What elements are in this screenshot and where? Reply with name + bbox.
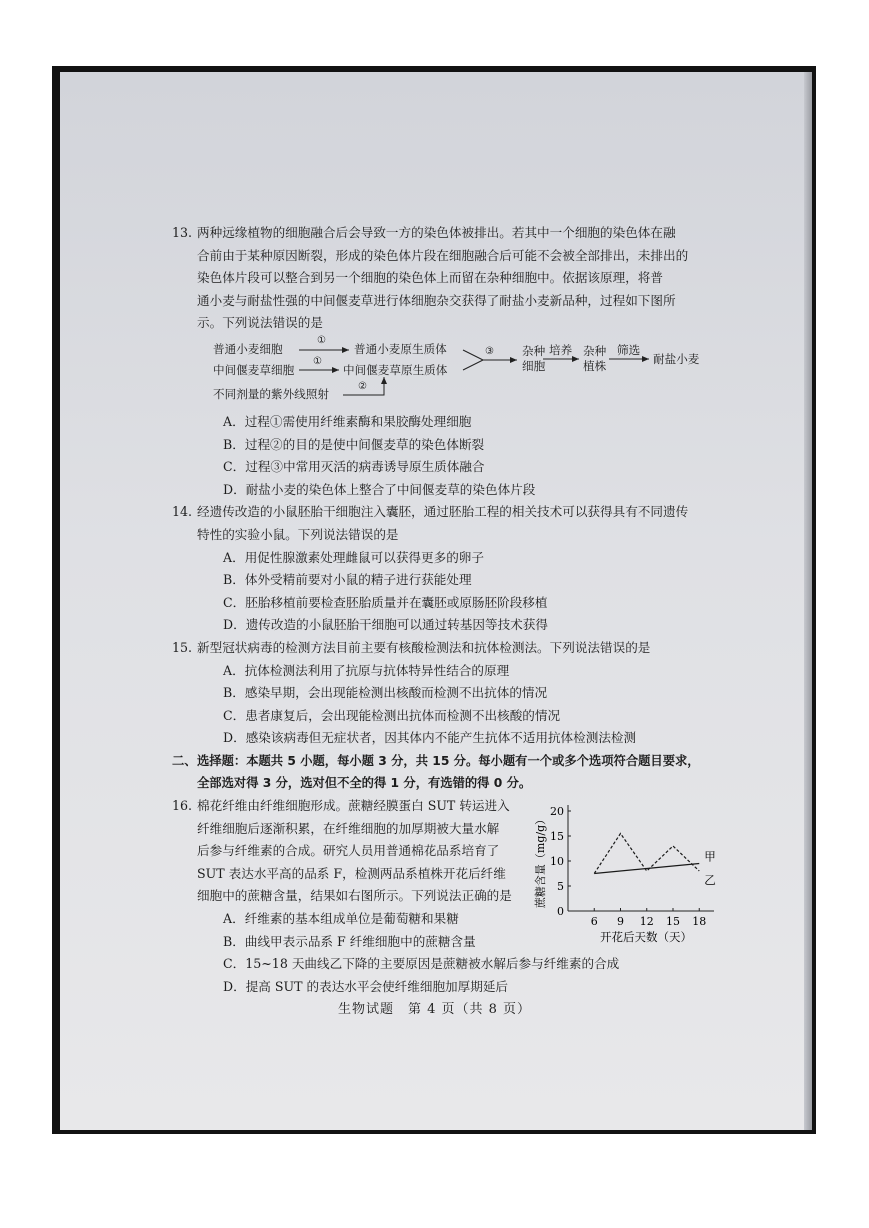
question-stem-line: 示。下列说法错误的是 [197,315,323,331]
option-a: A．纤维素的基本组成单位是葡萄糖和果糖 [223,911,459,927]
question-14 [172,501,720,637]
sucrose-line-chart [532,799,720,945]
series-line-甲 [594,864,699,874]
section-2-header [172,750,720,795]
y-tick-label: 20 [550,805,564,819]
question-stem-line: 合前由于某种原因断裂，形成的染色体片段在细胞融合后可能不会被全部排出，未排出的 [197,247,689,263]
label-hybrid-cell-2: 细胞 [522,358,546,373]
label-uv-irradiation: 不同剂量的紫外线照射 [213,386,329,401]
fusion-flow-diagram [213,334,733,405]
exam-content [172,222,720,998]
question-stem-line: 纤维细胞后逐渐积累，在纤维细胞的加厚期被大量水解 [197,820,500,836]
merge-line-bottom [463,360,483,370]
option-d: D．耐盐小麦的染色体上整合了中间偃麦草的染色体片段 [223,481,536,497]
label-salt-wheat: 耐盐小麦 [653,351,700,366]
question-16-text [197,795,549,953]
option-d: D．感染该病毒但无症状者，因其体内不能产生抗体不适用抗体检测法检测 [223,730,637,746]
label-hybrid-plant-2: 植株 [583,358,607,373]
label-hybrid-plant-1: 杂种 [583,343,607,358]
question-number: 13. [172,225,193,240]
option-c: C．患者康复后，会出现能检测出抗体而检测不出核酸的情况 [223,707,561,723]
question-number: 16. [172,798,193,814]
x-tick-label: 6 [590,915,598,929]
label-culture: 培养 [549,342,573,357]
x-tick-label: 18 [692,915,707,929]
option-d: D．遗传改造的小鼠胚胎干细胞可以通过转基因等技术获得 [223,617,548,633]
x-axis-label: 开花后天数（天） [600,930,692,945]
label-step2: ② [358,380,367,392]
series-label-乙: 乙 [704,873,716,888]
x-tick-label: 9 [617,915,624,929]
option-a: A．过程①需使用纤维素酶和果胶酶处理细胞 [223,413,472,429]
question-stem-line: 棉花纤维由纤维细胞形成。蔗糖经膜蛋白 SUT 转运进入 [197,798,510,814]
question-stem-line: 特性的实验小鼠。下列说法错误的是 [197,526,399,542]
option-a: A．用促性腺激素处理雌鼠可以获得更多的卵子 [223,549,484,565]
question-number: 15. [172,639,193,655]
question-16 [172,795,720,998]
question-13 [172,222,720,501]
option-c: C．胚胎移植前要检查胚胎质量并在囊胚或原肠胚阶段移植 [223,594,548,610]
label-hybrid-cell-1: 杂种 [522,343,546,358]
question-stem-line: 新型冠状病毒的检测方法目前主要有核酸检测法和抗体检测法。下列说法错误的是 [197,639,651,655]
section-instruction-line: 选择题：本题共 5 小题，每小题 3 分，共 15 分。每小题有一个或多个选项符合题目要求， [197,753,700,768]
option-d: D．提高 SUT 的表达水平会使纤维细胞加厚期延后 [223,978,509,994]
x-tick-label: 12 [639,915,654,929]
series-label-甲: 甲 [704,849,716,864]
page-footer: 生物试题 第 4 页（共 8 页） [337,1002,532,1017]
question-stem-line: 通小麦与耐盐性强的中间偃麦草进行体细胞杂交获得了耐盐小麦新品种，过程如下图所 [197,292,676,308]
section-instruction-line: 全部选对得 3 分，选对但不全的得 1 分，有选错的得 0 分。 [197,776,532,791]
question-stem-line: 细胞中的蔗糖含量，结果如右图所示。下列说法正确的是 [197,888,512,904]
question-stem-line: 染色体片段可以整合到另一个细胞的染色体上而留在杂种细胞中。依据该原理，将普 [197,270,663,286]
section-number: 二、 [172,753,197,768]
option-b: B．体外受精前要对小鼠的精子进行获能处理 [223,572,472,588]
question-stem-line: 经遗传改造的小鼠胚胎干细胞注入囊胚，通过胚胎工程的相关技术可以获得具有不同遗传 [197,504,689,520]
x-tick-label: 15 [666,915,680,929]
label-step1-bottom: ① [313,355,322,367]
series-line-乙 [594,834,699,874]
option-b: B．感染早期，会出现能检测出核酸而检测不出抗体的情况 [223,685,548,701]
question-stem-line: 两种远缘植物的细胞融合后会导致一方的染色体被排出。若其中一个细胞的染色体在融 [197,225,676,240]
label-step1-top: ① [317,334,326,346]
y-tick-label: 10 [550,855,564,869]
question-number: 14. [172,504,193,520]
option-b: B．过程②的目的是使中间偃麦草的染色体断裂 [223,436,485,452]
label-grass-protoplast: 中间偃麦草原生质体 [343,362,448,377]
y-axis-label: 蔗糖含量（mg/g） [534,813,547,909]
option-a: A．抗体检测法利用了抗原与抗体特异性结合的原理 [223,662,510,678]
merge-line-top [463,350,483,360]
label-grass-cell: 中间偃麦草细胞 [213,362,295,377]
label-wheat-protoplast: 普通小麦原生质体 [354,341,447,356]
option-b: B．曲线甲表示品系 F 纤维细胞中的蔗糖含量 [223,933,476,949]
question-stem-line: 后参与纤维素的合成。研究人员用普通棉花品系培育了 [197,843,500,859]
option-c: C．过程③中常用灭活的病毒诱导原生质体融合 [223,459,485,475]
label-step3: ③ [485,345,494,357]
label-wheat-cell: 普通小麦细胞 [213,341,283,356]
y-tick-label: 0 [557,905,564,919]
y-tick-label: 5 [557,880,564,894]
option-c: C．15~18 天曲线乙下降的主要原因是蔗糖被水解后参与纤维素的合成 [223,956,620,972]
question-stem-line: SUT 表达水平高的品系 F，检测两品系植株开花后纤维 [197,865,506,881]
question-15 [172,637,720,750]
page-edge-shadow [804,72,812,1130]
y-tick-label: 15 [550,830,564,844]
label-screen: 筛选 [617,342,641,357]
